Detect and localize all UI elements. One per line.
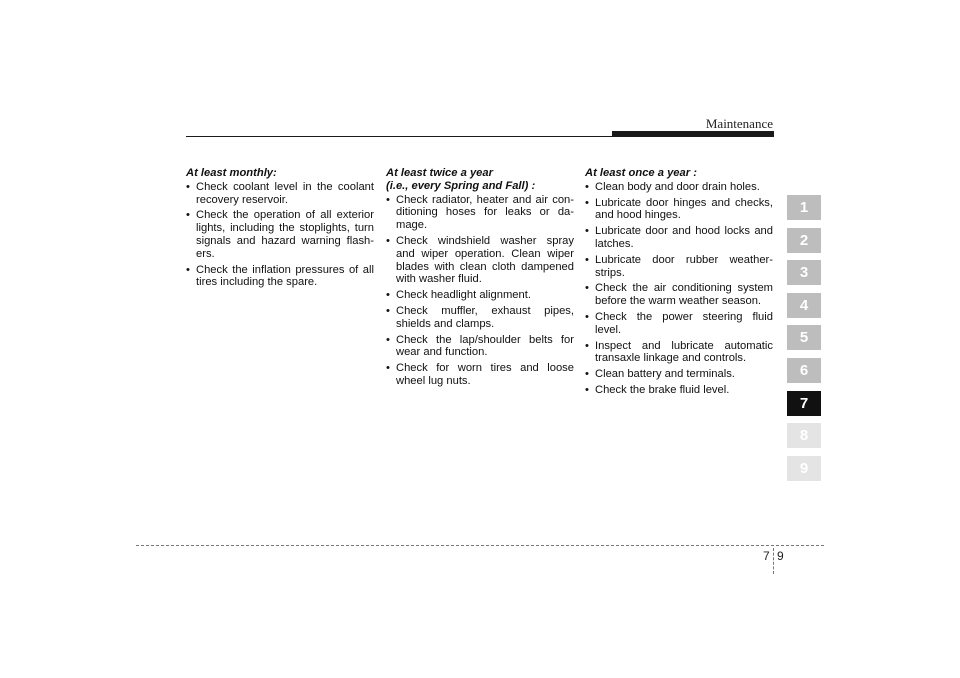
column-heading-line: At least twice a year <box>386 167 493 179</box>
column-twice-yearly <box>386 167 574 391</box>
checklist-item: • Check muffler, exhaust pipes, shields and clamps. <box>386 305 574 331</box>
section-title: Maintenance <box>705 116 773 131</box>
checklist-item: • Clean battery and terminals. <box>585 368 773 381</box>
chapter-tab-4[interactable]: 4 <box>787 293 821 318</box>
checklist-item: • Inspect and lubricate automatic transaxle linkage and controls. <box>585 340 773 366</box>
column-heading-line: At least once a year : <box>585 167 697 179</box>
column-monthly <box>186 167 374 292</box>
footer-rule <box>136 545 824 546</box>
column-yearly <box>585 167 773 400</box>
checklist-item: • Check the power steering fluid level. <box>585 311 773 337</box>
checklist-item: • Lubricate door rubber weather-strips. <box>585 254 773 280</box>
column-heading <box>386 167 574 193</box>
header-rule-thick <box>612 131 774 136</box>
checklist-item: • Check the brake fluid level. <box>585 384 773 397</box>
chapter-tab-3[interactable]: 3 <box>787 260 821 285</box>
chapter-tab-9[interactable]: 9 <box>787 456 821 481</box>
checklist-item: • Check radiator, heater and air con-ditioning hoses for leaks or da-mage. <box>386 194 574 232</box>
column-heading-line: (i.e., every Spring and Fall) : <box>386 179 536 192</box>
checklist-item: • Check windshield washer spray and wiper operation. Clean wiper blades with clean cloth dampened with washer fluid. <box>386 235 574 286</box>
checklist <box>585 181 773 397</box>
checklist-item: • Check the lap/shoulder belts for wear and function. <box>386 334 574 360</box>
column-heading-line: At least monthly: <box>186 167 277 179</box>
chapter-tab-6[interactable]: 6 <box>787 358 821 383</box>
checklist <box>386 194 574 388</box>
checklist <box>186 181 374 289</box>
column-heading <box>585 167 773 180</box>
checklist-item: • Lubricate door hinges and checks, and hood hinges. <box>585 197 773 223</box>
page-number-divider <box>773 548 774 574</box>
checklist-item: • Clean body and door drain holes. <box>585 181 773 194</box>
column-heading <box>186 167 374 180</box>
chapter-tabs <box>787 195 821 488</box>
checklist-item: • Check headlight alignment. <box>386 289 574 302</box>
page-number: 9 <box>777 549 784 563</box>
checklist-item: • Check the inflation pressures of all tires including the spare. <box>186 264 374 290</box>
chapter-tab-8[interactable]: 8 <box>787 423 821 448</box>
chapter-tab-7[interactable]: 7 <box>787 391 821 416</box>
chapter-tab-2[interactable]: 2 <box>787 228 821 253</box>
checklist-item: • Check the air conditioning system before the warm weather season. <box>585 282 773 308</box>
chapter-tab-5[interactable]: 5 <box>787 325 821 350</box>
checklist-item: • Check coolant level in the coolant recovery reservoir. <box>186 181 374 207</box>
checklist-item: • Check the operation of all exterior lights, including the stoplights, turn signals and hazard warning flash-ers. <box>186 209 374 260</box>
checklist-item: • Check for worn tires and loose wheel lug nuts. <box>386 362 574 388</box>
page-chapter-number: 7 <box>763 549 770 563</box>
chapter-tab-1[interactable]: 1 <box>787 195 821 220</box>
header-rule-thin <box>186 136 774 137</box>
checklist-item: • Lubricate door and hood locks and latches. <box>585 225 773 251</box>
